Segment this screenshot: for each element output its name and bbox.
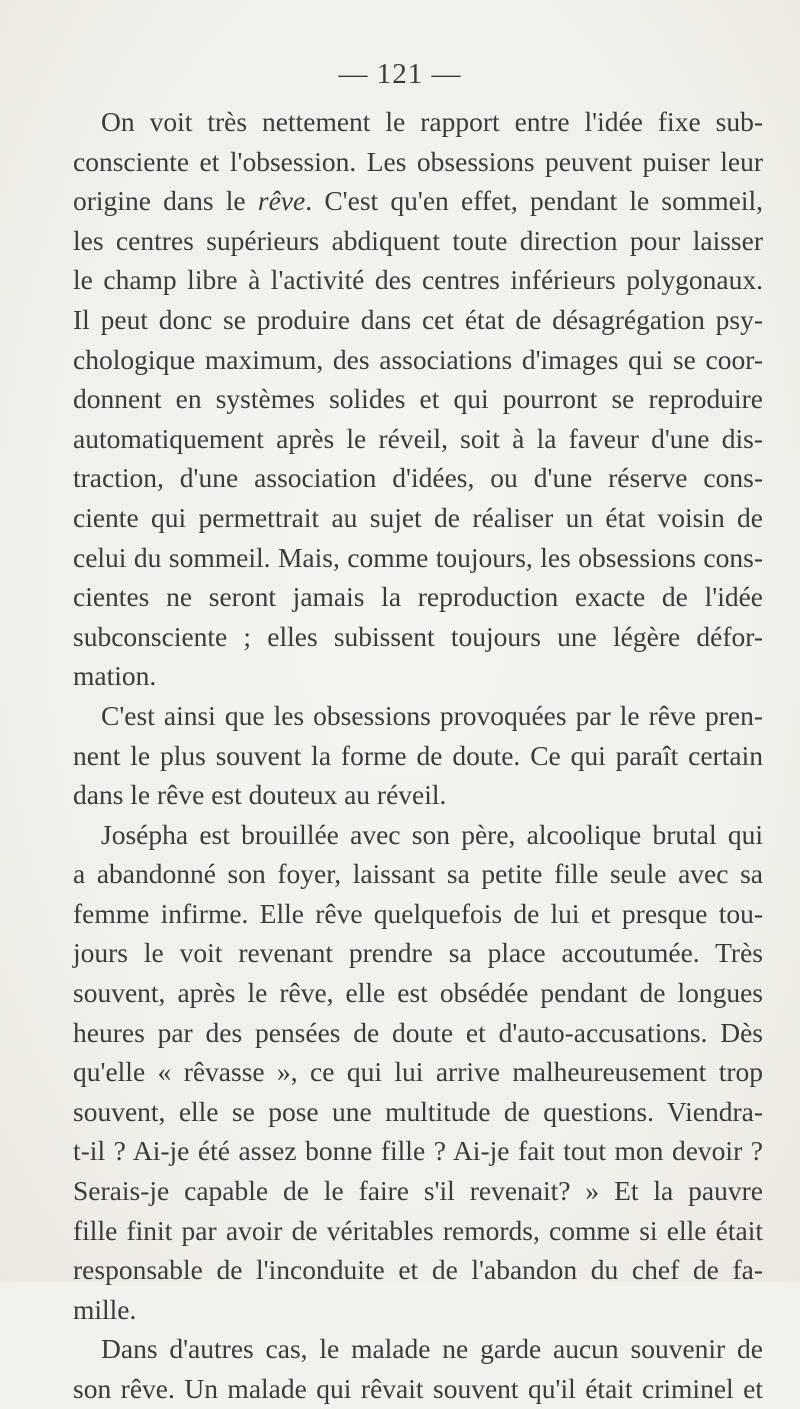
text-line: nent le plus souvent la forme de doute. Ce qui paraît certain [73,739,763,771]
text-line: mation. [73,660,157,692]
text-line: consciente et l'obsession. Les obsessions peuvent puiser leur [73,145,763,177]
text-line: femme infirme. Elle rêve quelquefois de lui et presque tou- [73,897,763,929]
text-line: Dans d'autres cas, le malade ne garde aucun souvenir de [101,1333,763,1365]
text-line: Il peut donc se produire dans cet état de désagrégation psy- [73,303,763,335]
text-line: chologique maximum, des associations d'images qui se coor- [73,343,763,375]
text-line: son rêve. Un malade qui rêvait souvent qu'il était criminel et [73,1373,763,1404]
text-line: qu'elle « rêvasse », ce qui lui arrive malheureusement trop [73,1056,763,1088]
page-number: — 121 — [338,58,462,90]
text-line: automatiquement après le réveil, soit à la faveur d'une dis- [73,422,763,454]
text-line: traction, d'une association d'idées, ou d'une réserve cons- [73,462,763,494]
text-line: celui du sommeil. Mais, comme toujours, les obsessions cons- [73,541,763,573]
text-line: Josépha est brouillée avec son père, alcoolique brutal qui [101,818,763,850]
text-line: t-il ? Ai-je été assez bonne fille ? Ai-je fait tout mon devoir ? [73,1135,763,1167]
text-line: dans le rêve est douteux au réveil. [73,779,447,811]
text-line: jours le voit revenant prendre sa place accoutumée. Très [73,937,763,969]
text-line: les centres supérieurs abdiquent toute direction pour laisser [73,224,763,256]
text-line: Serais-je capable de le faire s'il revenait? » Et la pauvre [73,1175,763,1207]
text-line: a abandonné son foyer, laissant sa petite fille seule avec sa [73,858,763,890]
text-line: donnent en systèmes solides et qui pourront se reproduire [73,383,763,415]
text-line: le champ libre à l'activité des centres inférieurs polygonaux. [73,264,763,296]
text-segment: origine dans le [73,185,258,217]
emphasized-word: rêve [257,185,306,217]
text-segment: . C'est qu'en effet, pendant le sommeil, [305,185,763,217]
text-line: souvent, après le rêve, elle est obsédée pendant de longues [73,977,763,1009]
text-line: On voit très nettement le rapport entre l'idée fixe sub- [101,106,763,137]
text-line: fille finit par avoir de véritables remords, comme si elle était [73,1214,763,1246]
text-line: ciente qui permettrait au sujet de réaliser un état voisin de [73,501,763,533]
text-line: cientes ne seront jamais la reproduction exacte de l'idée [73,581,763,613]
text-line: responsable de l'inconduite et de l'abandon du chef de fa- [73,1254,763,1286]
text-line: subconsciente ; elles subissent toujours une légère défor- [73,620,763,652]
text-line: souvent, elle se pose une multitude de questions. Viendra- [73,1095,763,1127]
text-line: C'est ainsi que les obsessions provoquées par le rêve pren- [101,699,763,731]
text-line: heures par des pensées de doute et d'auto-accusations. Dès [73,1016,763,1048]
text-line: mille. [73,1293,137,1325]
text-line [73,181,763,221]
body-text [73,102,763,1409]
